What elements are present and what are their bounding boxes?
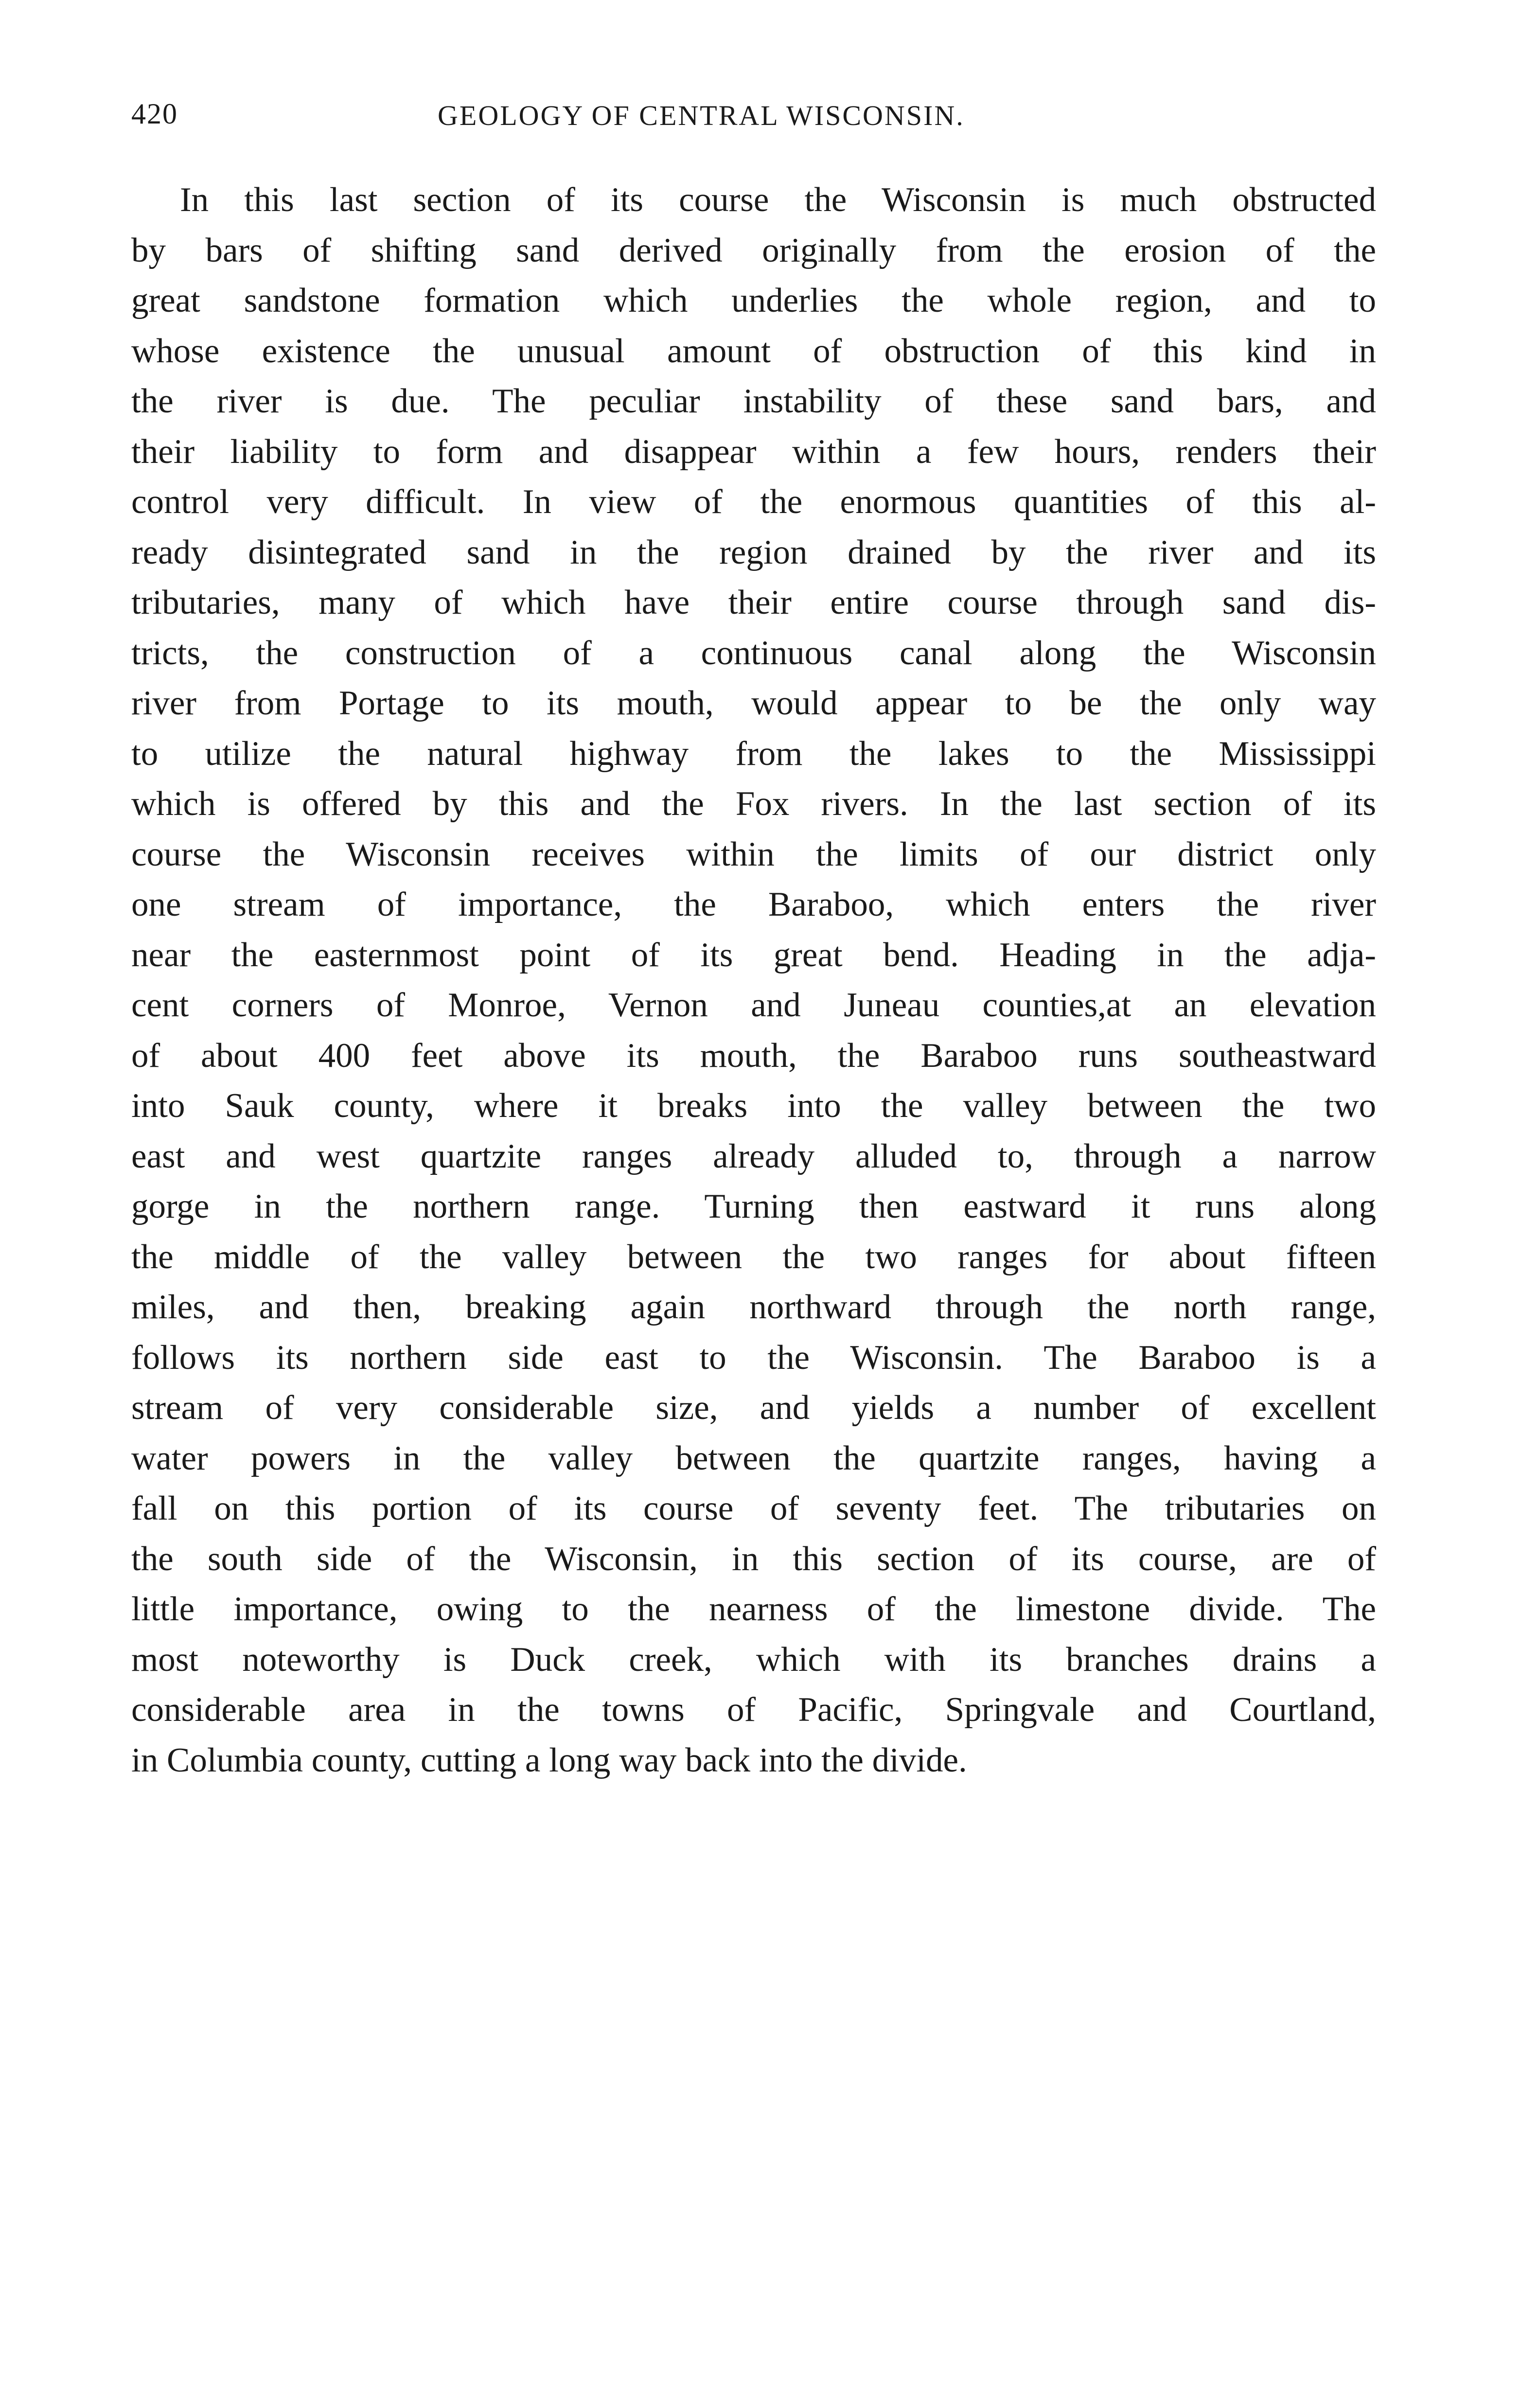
text-line: the middle of the valley between the two ranges for about fifteen xyxy=(131,1238,1376,1276)
text-line: near the easternmost point of its great bend. Heading in the adja- xyxy=(131,936,1376,974)
text-line: tributaries, many of which have their entire course through sand dis- xyxy=(131,584,1376,621)
running-title: GEOLOGY OF CENTRAL WISCONSIN. xyxy=(438,100,965,131)
text-line: by bars of shifting sand derived originally from the erosion of the xyxy=(131,231,1376,269)
text-line: one stream of importance, the Baraboo, which enters the river xyxy=(131,885,1376,923)
text-line: control very difficult. In view of the enormous quantities of this al- xyxy=(131,483,1376,521)
text-line: the river is due. The peculiar instability of these sand bars, and xyxy=(131,382,1376,420)
text-line: stream of very considerable size, and yields a number of excellent xyxy=(131,1389,1376,1427)
text-line: in Columbia county, cutting a long way back into the divide. xyxy=(131,1741,967,1779)
text-line: tricts, the construction of a continuous canal along the Wisconsin xyxy=(131,634,1376,672)
running-head xyxy=(131,97,1396,136)
text-line: cent corners of Monroe, Vernon and Juneau counties,at an elevation xyxy=(131,986,1376,1024)
text-line: river from Portage to its mouth, would appear to be the only way xyxy=(131,684,1376,722)
text-line: miles, and then, breaking again northward through the north range, xyxy=(131,1288,1376,1326)
text-line: follows its northern side east to the Wisconsin. The Baraboo is a xyxy=(131,1338,1376,1377)
text-line: fall on this portion of its course of seventy feet. The tributaries on xyxy=(131,1489,1376,1527)
text-line: ready disintegrated sand in the region drained by the river and its xyxy=(131,533,1376,571)
text-line: into Sauk county, where it breaks into the valley between the two xyxy=(131,1087,1376,1125)
text-line: the south side of the Wisconsin, in this section of its course, are of xyxy=(131,1540,1376,1578)
text-line: water powers in the valley between the quartzite ranges, having a xyxy=(131,1439,1376,1477)
body-paragraph xyxy=(131,175,1376,1786)
text-line: whose existence the unusual amount of obstruction of this kind in xyxy=(131,332,1376,370)
page-number: 420 xyxy=(131,98,178,130)
text-line: great sandstone formation which underlies the whole region, and to xyxy=(131,282,1376,319)
text-line: gorge in the northern range. Turning then eastward it runs along xyxy=(131,1187,1376,1225)
text-line: most noteworthy is Duck creek, which with its branches drains a xyxy=(131,1640,1376,1679)
text-line: which is offered by this and the Fox rivers. In the last section of its xyxy=(131,785,1376,823)
text-line: east and west quartzite ranges already alluded to, through a narrow xyxy=(131,1137,1376,1175)
text-line: considerable area in the towns of Pacific, Springvale and Courtland, xyxy=(131,1691,1376,1729)
text-line: their liability to form and disappear within a few hours, renders their xyxy=(131,432,1376,471)
text-line: to utilize the natural highway from the lakes to the Mississippi xyxy=(131,734,1376,773)
text-line: of about 400 feet above its mouth, the Baraboo runs southeastward xyxy=(131,1036,1376,1075)
text-line: little importance, owing to the nearness of the limestone divide. The xyxy=(131,1590,1376,1628)
text-line: course the Wisconsin receives within the limits of our district only xyxy=(131,835,1376,873)
text-line: In this last section of its course the Wisconsin is much obstructed xyxy=(180,181,1376,219)
